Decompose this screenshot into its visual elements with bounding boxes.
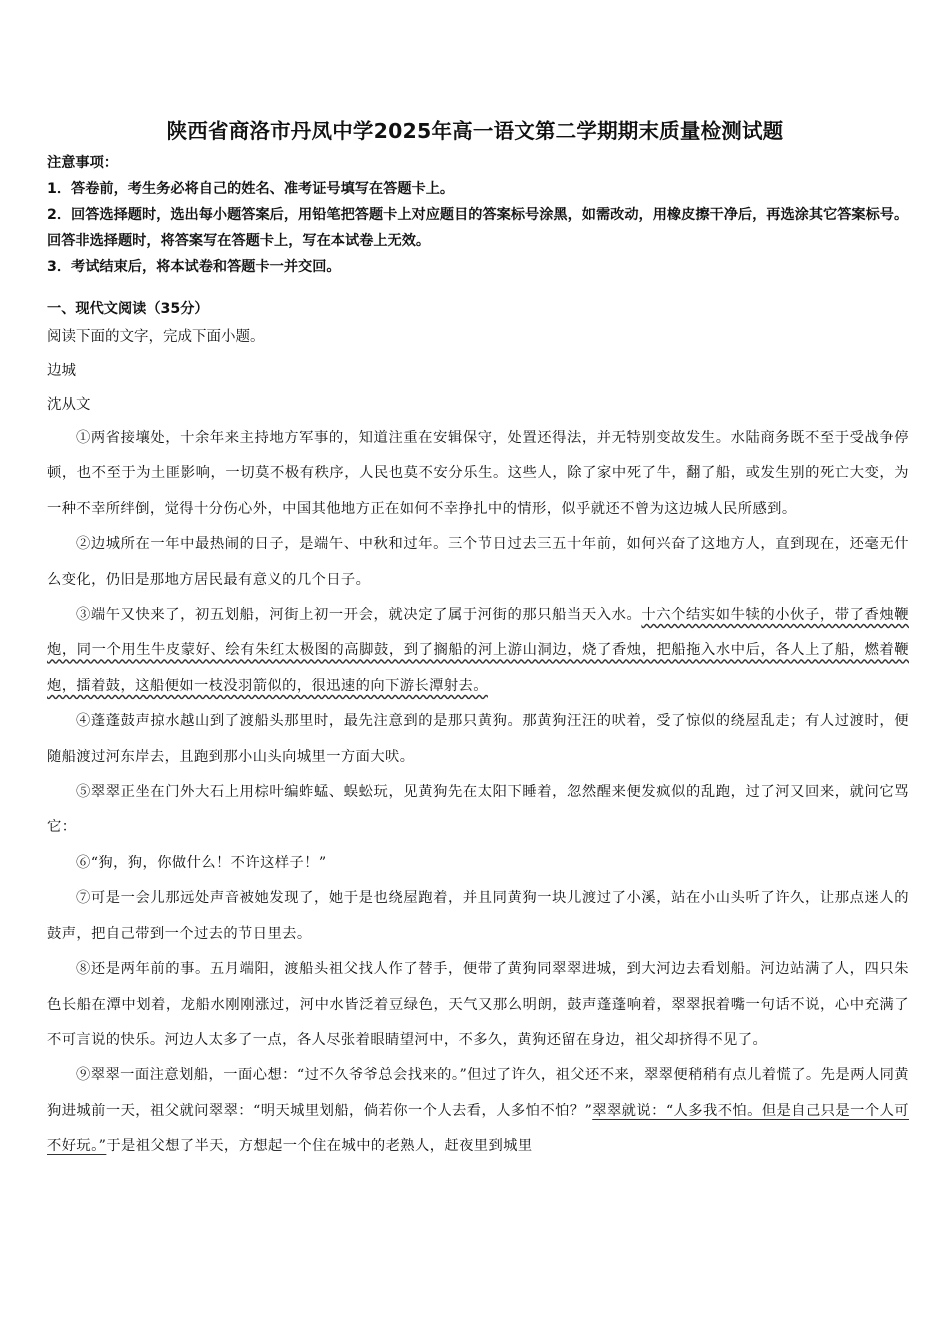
paragraph-6: ⑥“狗，狗，你做什么！不许这样子！” bbox=[76, 854, 327, 871]
paragraph-4: ④蓬蓬鼓声掠水越山到了渡船头那里时，最先注意到的是那只黄狗。那黄狗汪汪的吠着，受了惊似的绕屋乱走；有人过渡时，便随船渡过河东岸去，且跑到那小山头向城里一方面大吠。 bbox=[47, 713, 909, 765]
paragraph-3-text: ③端午又快来了，初五划船，河街上初一开会，就决定了属于河街的那只船当天入水。 bbox=[76, 607, 642, 624]
notice-section bbox=[47, 150, 917, 280]
notice-item: 1．答卷前，考生务必将自己的姓名、准考证号填写在答题卡上。 bbox=[47, 181, 455, 197]
paragraph-8: ⑧还是两年前的事。五月端阳，渡船头祖父找人作了替手，便带了黄狗同翠翠进城，到大河边去看划船。河边站满了人，四只朱色长船在潭中划着，龙船水刚刚涨过，河中水皆泛着豆绿色，天气又那么明朗，鼓声蓬蓬响着，翠翠抿着嘴一句话不说，心中充满了不可言说的快乐。河边人太多了一点，各人尽张着眼睛望河中，不多久，黄狗还留在身边，祖父却挤得不见了。 bbox=[47, 961, 909, 1048]
paragraph-7: ⑦可是一会儿那远处声音被她发现了，她于是也绕屋跑着，并且同黄狗一块儿渡过了小溪，站在小山头听了许久，让那点迷人的鼓声，把自己带到一个过去的节日里去。 bbox=[47, 890, 909, 942]
paragraph-9-tail: 于是祖父想了半天，方想起一个住在城中的老熟人，赶夜里到城里 bbox=[106, 1138, 533, 1155]
paragraph-2: ②边城所在一年中最热闹的日子，是端午、中秋和过年。三个节日过去三五十年前，如何兴奋了这地方人，直到现在，还毫无什么变化，仍旧是那地方居民最有意义的几个日子。 bbox=[47, 536, 909, 588]
underlined-sentence: 翠翠就说：“人多我不怕。但是自己只是一个人可不好玩。” bbox=[47, 1102, 909, 1155]
paragraph-9-text: ⑨翠翠一面注意划船，一面心想：“过不久爷爷总会找来的。”但过了许久，祖父还不来，翠翠便稍稍有点儿着慌了。先是两人同黄狗进城前一天，祖父就问翠翠：“明天城里划船，倘若你一个人去看，人多怕不怕？” bbox=[47, 1067, 909, 1119]
underlined-sentence: 十六个结实如牛犊的小伙子，带了香烛鞭炮，同一个用生牛皮蒙好、绘有朱红太极图的高脚鼓，到了搁船的河上游山洞边，烧了香烛，把船拖入水中后，各人上了船，燃着鞭炮，擂着鼓，这船便如一枝没羽箭似的，很迅速的向下游长潭射去。 bbox=[47, 607, 909, 694]
notice-heading: 注意事项： bbox=[47, 155, 118, 171]
reading-instruction: 阅读下面的文字，完成下面小题。 bbox=[47, 329, 265, 345]
paragraph-5: ⑤翠翠正坐在门外大石上用棕叶编蚱蜢、蜈蚣玩，见黄狗先在太阳下睡着，忽然醒来便发疯似的乱跑，过了河又回来，就问它骂它： bbox=[47, 784, 909, 836]
notice-item: 2．回答选择题时，选出每小题答案后，用铅笔把答题卡上对应题目的答案标号涂黑，如需改动，用橡皮擦干净后，再选涂其它答案标号。回答非选择题时，将答案写在答题卡上，写在本试卷上无效。 bbox=[47, 207, 909, 249]
paragraph-9 bbox=[47, 1058, 909, 1164]
paragraph-3 bbox=[47, 598, 909, 704]
paragraph-1: ①两省接壤处，十余年来主持地方军事的，知道注重在安辑保守，处置还得法，并无特别变故发生。水陆商务既不至于受战争停顿，也不至于为土匪影响，一切莫不极有秩序，人民也莫不安分乐生。这些人，除了家中死了牛，翻了船，或发生别的死亡大变，为一种不幸所绊倒，觉得十分伤心外，中国其他地方正在如何不幸挣扎中的情形，似乎就还不曾为这边城人民所感到。 bbox=[47, 430, 909, 517]
article-body bbox=[47, 421, 909, 1165]
article-author: 沈从文 bbox=[47, 397, 91, 413]
section-heading: 一、现代文阅读（35分） bbox=[47, 301, 209, 317]
article-title: 边城 bbox=[47, 363, 76, 379]
page-title: 陕西省商洛市丹凤中学2025年高一语文第二学期期末质量检测试题 bbox=[166, 119, 784, 143]
notice-item: 3．考试结束后，将本试卷和答题卡一并交回。 bbox=[47, 259, 341, 275]
